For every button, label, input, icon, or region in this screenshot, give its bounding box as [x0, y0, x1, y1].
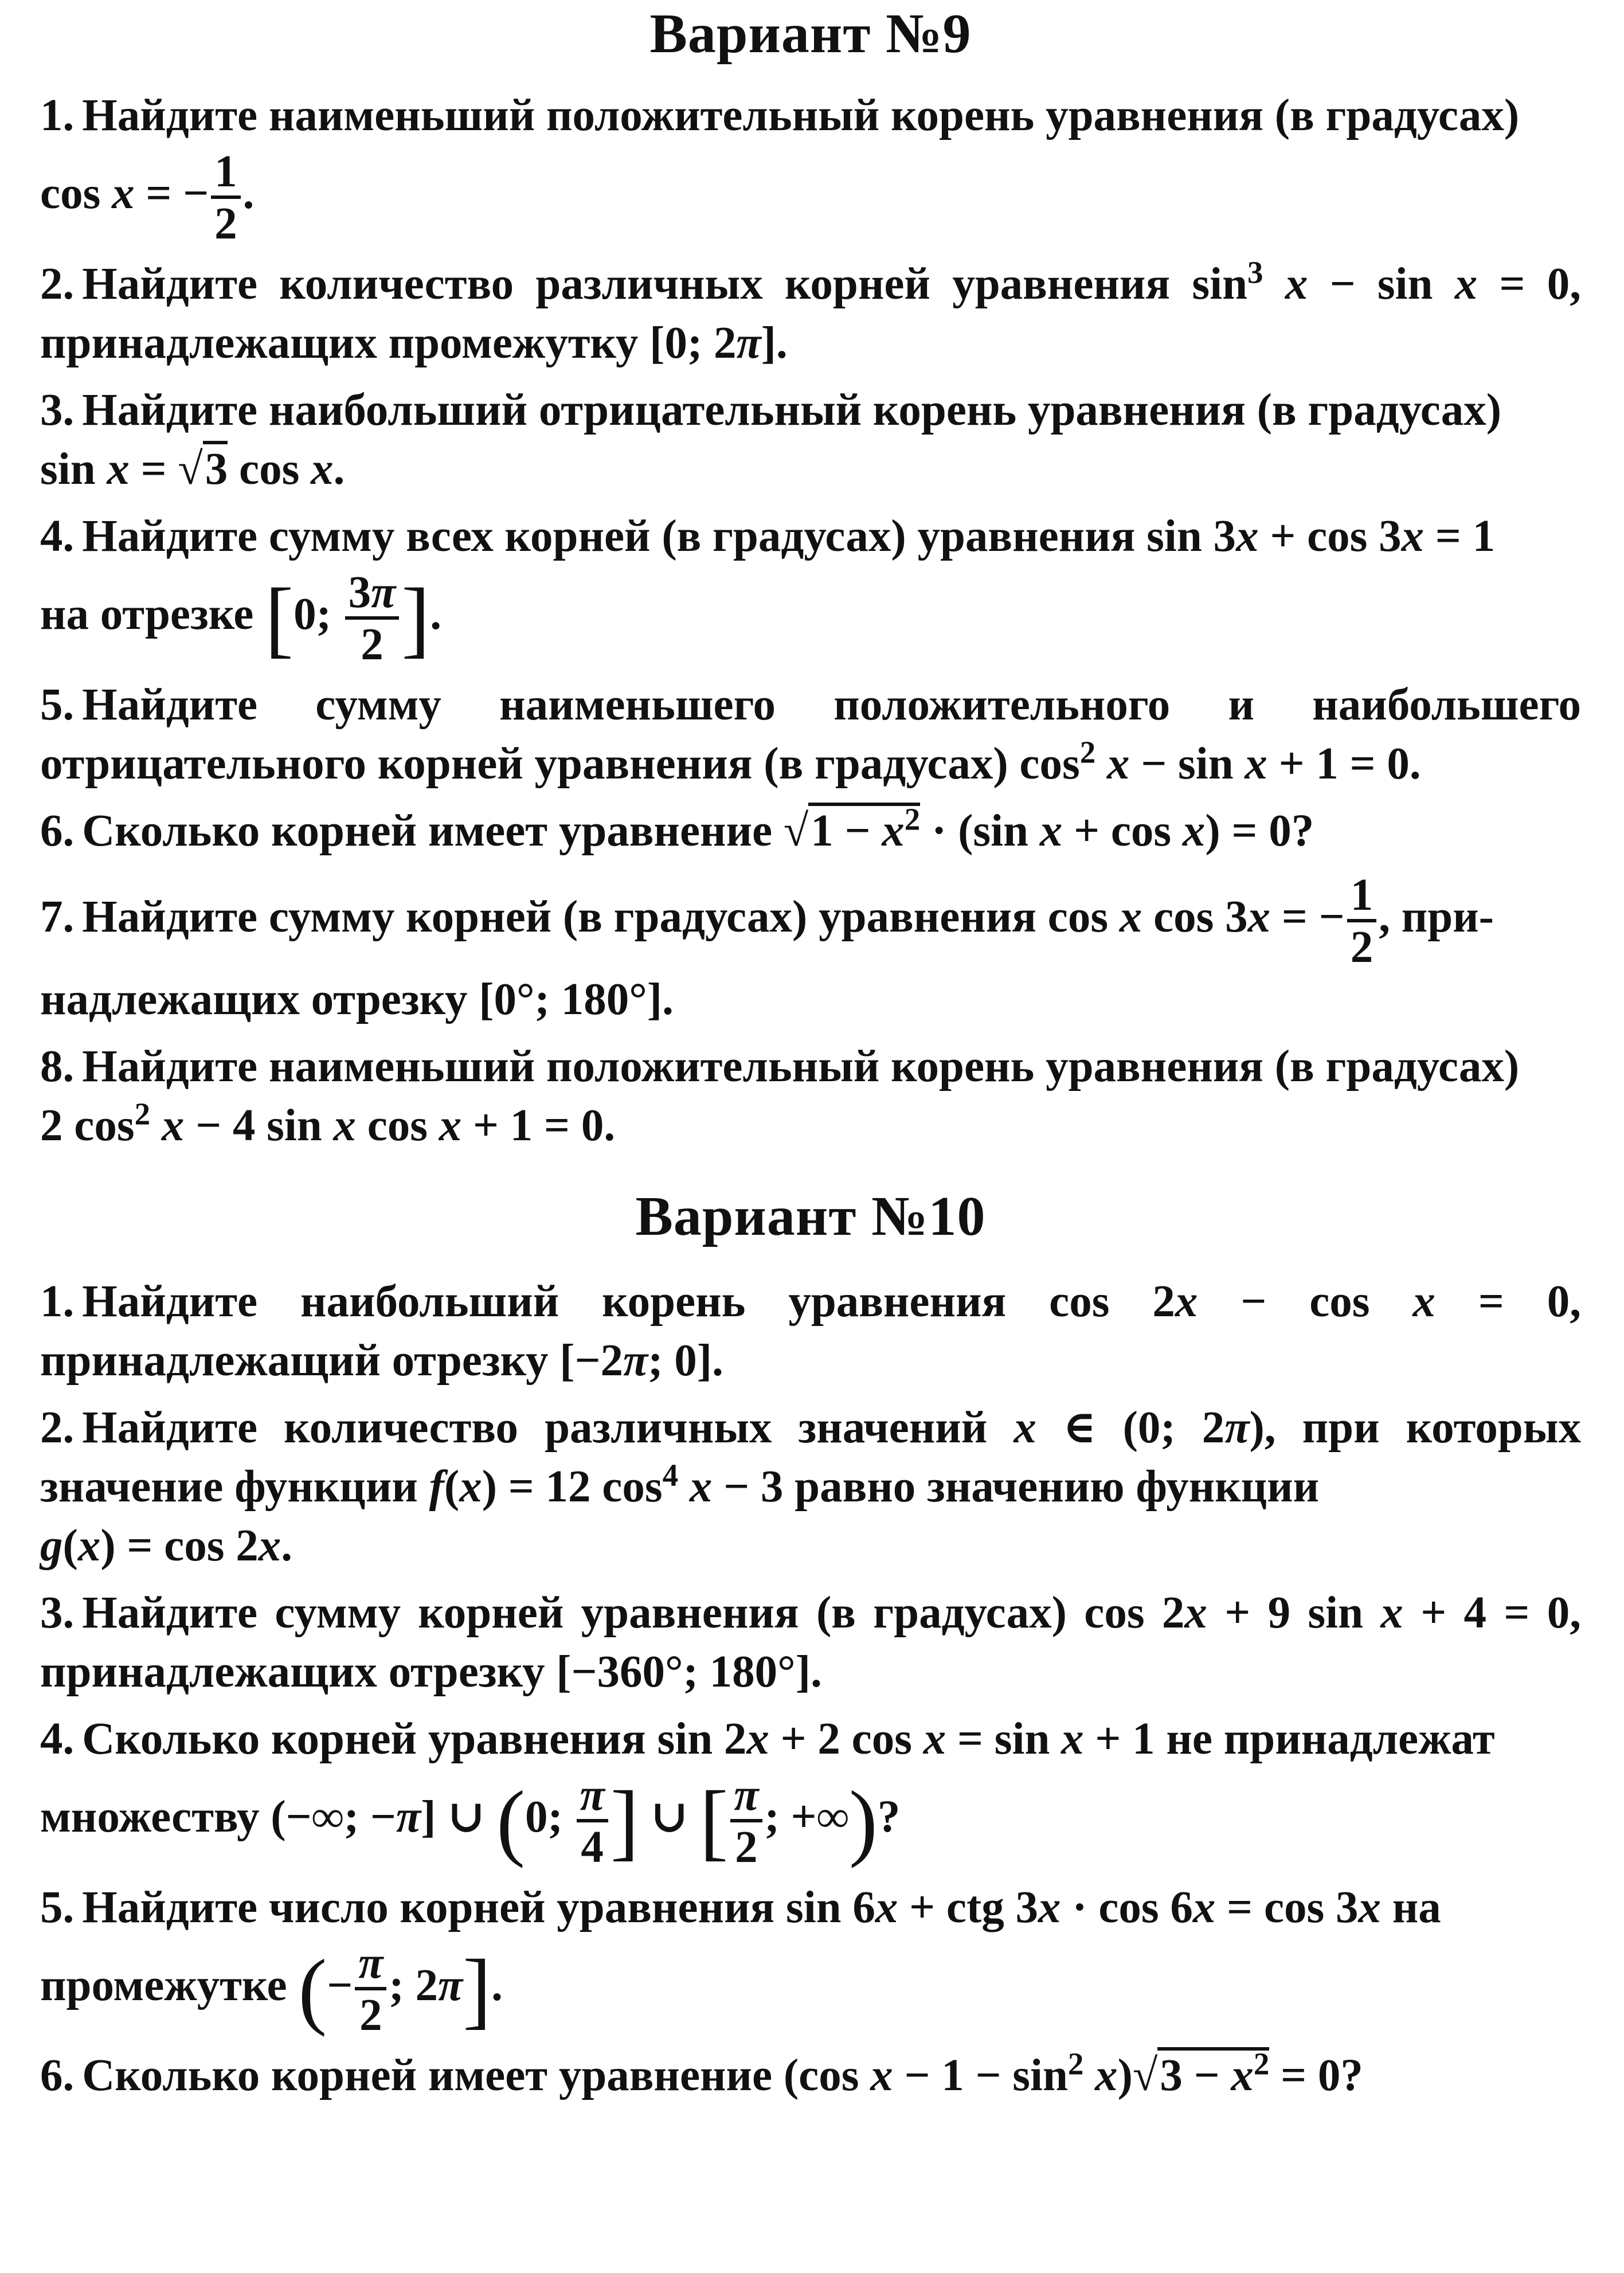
problem-10-5: 5. Найдите число корней уравнения sin 6x + ctg 3x · cos 6x = cos 3x на промежутке (− $\frac{\pi}{2}$ ; 2π]. — [40, 1882, 1441, 2041]
problem-10-1: 1. Найдите наибольший корень уравнения cos 2x − cos x = 0, принадлежащий отрезку [−2π; 0]. — [40, 1276, 1581, 1386]
problem-9-7: 7. Найдите сумму корней (в градусах) уравнения cos x cos 3x = − $\frac{1}{2}$ , при- надлежащих отрезку [0°; 180°]. — [40, 870, 1494, 1024]
variant-9-title: Вариант №9 — [649, 3, 972, 65]
problem-10-4: 4. Сколько корней уравнения sin 2x + 2 cos x = sin x + 1 не принадлежат множеству (−∞; −π] ∪ (0; $\frac{\pi}{4}$ ] ∪ [ $\frac{\pi}{2}$ ; +∞)? — [40, 1713, 1495, 1872]
problem-10-2: 2. Найдите количество различных значений x ∈ (0; 2π), при которых значение функции f(x) = 12 $\cos^4 x - 3$ равно значению функции g(x) = cos 2x. — [40, 1402, 1582, 1571]
variant-10-title: Вариант №10 — [635, 1185, 986, 1247]
problem-10-3: 3. Найдите сумму корней уравнения (в градусах) cos 2x + 9 sin x + 4 = 0, принадлежащих отрезку [−360°; 180°]. — [40, 1587, 1581, 1697]
problem-9-2: 2. Найдите количество различных корней уравнения $\sin^3 x - \sin x = 0$, принадлежащих промежутку [0; 2π]. — [40, 255, 1581, 368]
problem-9-4: 4. Найдите сумму всех корней (в градусах) уравнения sin 3x + cos 3x = 1 на отрезке [0; $\frac{3\pi}{2}$ ]. — [40, 511, 1496, 670]
problem-9-1: 1. Найдите наименьший положительный корень уравнения (в градусах) cos x = − $\frac{1}{2}$ . — [40, 91, 1520, 249]
problem-9-3: 3. Найдите наибольший отрицательный корень уравнения (в градусах) sin x = √3 cos x. — [40, 385, 1502, 494]
problem-9-8: 8. Найдите наименьший положительный корень уравнения (в градусах) 2 $\cos^2 x - 4$ sin x cos x + 1 = 0. — [40, 1041, 1520, 1151]
problem-9-6: 6. Сколько корней имеет уравнение $√1 - x^2 \cdot (\sin$ x + cos x) = 0? — [40, 801, 1314, 856]
problem-9-5: 5. Найдите сумму наименьшего положительного и наибольшего отрицательного корней уравнения (в градусах) $\cos^2 x - \sin x + 1 = 0$. — [40, 679, 1581, 789]
problem-10-6: 6. Сколько корней имеет уравнение (cos $x - 1 - \sin^2 x)√3 - x^2 = 0$? — [40, 2047, 1363, 2101]
